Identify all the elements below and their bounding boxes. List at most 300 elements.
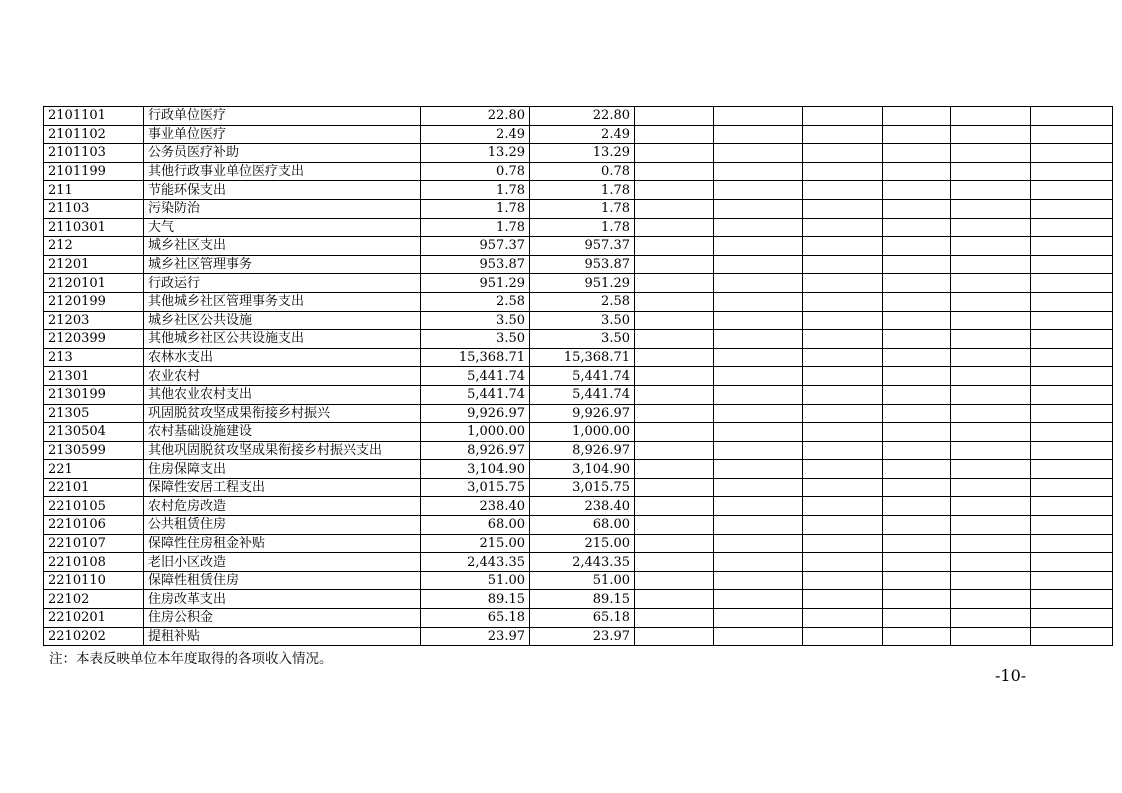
subject-code-cell: 2210108	[44, 553, 144, 572]
empty-cell	[951, 367, 1031, 386]
empty-cell	[635, 516, 714, 535]
empty-cell	[714, 460, 803, 479]
empty-cell	[803, 237, 883, 256]
empty-cell	[1031, 274, 1113, 293]
subject-code-cell: 2210202	[44, 627, 144, 646]
subject-code-cell: 2210106	[44, 516, 144, 535]
subject-name-cell: 住房公积金	[144, 609, 421, 628]
empty-cell	[1031, 292, 1113, 311]
subject-name-cell: 巩固脱贫攻坚成果衔接乡村振兴	[144, 404, 421, 423]
subject-name-cell: 公共租赁住房	[144, 516, 421, 535]
total-cell: 3.50	[421, 311, 530, 330]
empty-cell	[883, 534, 951, 553]
table-row	[44, 144, 1113, 163]
subject-name-cell: 城乡社区支出	[144, 237, 421, 256]
table-row	[44, 367, 1113, 386]
total-cell: 15,368.71	[421, 348, 530, 367]
subject-name-cell: 住房改革支出	[144, 590, 421, 609]
table-row	[44, 441, 1113, 460]
total-cell: 951.29	[421, 274, 530, 293]
budget-table	[43, 106, 1113, 646]
fiscal-allocation-cell: 1.78	[530, 199, 635, 218]
empty-cell	[635, 218, 714, 237]
table-row	[44, 330, 1113, 349]
subject-code-cell: 21305	[44, 404, 144, 423]
fiscal-allocation-cell: 1.78	[530, 181, 635, 200]
empty-cell	[951, 218, 1031, 237]
empty-cell	[803, 571, 883, 590]
empty-cell	[883, 460, 951, 479]
subject-code-cell: 22102	[44, 590, 144, 609]
table-row	[44, 218, 1113, 237]
subject-code-cell: 2101101	[44, 107, 144, 126]
empty-cell	[714, 292, 803, 311]
empty-cell	[1031, 107, 1113, 126]
subject-name-cell: 其他城乡社区管理事务支出	[144, 292, 421, 311]
empty-cell	[883, 571, 951, 590]
fiscal-allocation-cell: 1,000.00	[530, 423, 635, 442]
empty-cell	[1031, 441, 1113, 460]
total-cell: 3.50	[421, 330, 530, 349]
subject-code-cell: 22101	[44, 478, 144, 497]
empty-cell	[803, 311, 883, 330]
empty-cell	[951, 255, 1031, 274]
empty-cell	[714, 534, 803, 553]
empty-cell	[803, 162, 883, 181]
table-row	[44, 348, 1113, 367]
empty-cell	[883, 274, 951, 293]
empty-cell	[803, 274, 883, 293]
empty-cell	[951, 348, 1031, 367]
fiscal-allocation-cell: 2.58	[530, 292, 635, 311]
total-cell: 0.78	[421, 162, 530, 181]
empty-cell	[635, 255, 714, 274]
empty-cell	[1031, 404, 1113, 423]
empty-cell	[714, 311, 803, 330]
empty-cell	[714, 144, 803, 163]
fiscal-allocation-cell: 5,441.74	[530, 367, 635, 386]
subject-name-cell: 其他行政事业单位医疗支出	[144, 162, 421, 181]
total-cell: 5,441.74	[421, 385, 530, 404]
table-row	[44, 292, 1113, 311]
subject-code-cell: 2101102	[44, 125, 144, 144]
subject-name-cell: 节能环保支出	[144, 181, 421, 200]
subject-name-cell: 农业农村	[144, 367, 421, 386]
subject-name-cell: 住房保障支出	[144, 460, 421, 479]
empty-cell	[951, 590, 1031, 609]
table-row	[44, 237, 1113, 256]
empty-cell	[883, 125, 951, 144]
total-cell: 2.58	[421, 292, 530, 311]
total-cell: 2,443.35	[421, 553, 530, 572]
table-body	[44, 107, 1113, 646]
subject-name-cell: 城乡社区管理事务	[144, 255, 421, 274]
empty-cell	[883, 218, 951, 237]
empty-cell	[1031, 478, 1113, 497]
empty-cell	[883, 199, 951, 218]
table-note: 注：本表反映单位本年度取得的各项收入情况。	[49, 651, 333, 667]
empty-cell	[803, 125, 883, 144]
subject-name-cell: 大气	[144, 218, 421, 237]
empty-cell	[714, 571, 803, 590]
empty-cell	[803, 516, 883, 535]
table-row	[44, 534, 1113, 553]
empty-cell	[803, 367, 883, 386]
empty-cell	[883, 497, 951, 516]
empty-cell	[1031, 385, 1113, 404]
empty-cell	[951, 162, 1031, 181]
fiscal-allocation-cell: 22.80	[530, 107, 635, 126]
fiscal-allocation-cell: 23.97	[530, 627, 635, 646]
fiscal-allocation-cell: 8,926.97	[530, 441, 635, 460]
empty-cell	[803, 218, 883, 237]
empty-cell	[635, 144, 714, 163]
table-row	[44, 627, 1113, 646]
empty-cell	[714, 627, 803, 646]
empty-cell	[635, 237, 714, 256]
fiscal-allocation-cell: 215.00	[530, 534, 635, 553]
fiscal-allocation-cell: 68.00	[530, 516, 635, 535]
empty-cell	[883, 367, 951, 386]
fiscal-allocation-cell: 2,443.35	[530, 553, 635, 572]
empty-cell	[803, 534, 883, 553]
subject-name-cell: 公务员医疗补助	[144, 144, 421, 163]
fiscal-allocation-cell: 957.37	[530, 237, 635, 256]
fiscal-allocation-cell: 238.40	[530, 497, 635, 516]
empty-cell	[714, 404, 803, 423]
empty-cell	[951, 385, 1031, 404]
empty-cell	[635, 423, 714, 442]
empty-cell	[883, 441, 951, 460]
table-row	[44, 255, 1113, 274]
total-cell: 1.78	[421, 199, 530, 218]
total-cell: 953.87	[421, 255, 530, 274]
empty-cell	[635, 107, 714, 126]
empty-cell	[635, 571, 714, 590]
empty-cell	[803, 348, 883, 367]
subject-name-cell: 其他农业农村支出	[144, 385, 421, 404]
total-cell: 13.29	[421, 144, 530, 163]
fiscal-allocation-cell: 1.78	[530, 218, 635, 237]
empty-cell	[883, 255, 951, 274]
empty-cell	[883, 311, 951, 330]
subject-name-cell: 城乡社区公共设施	[144, 311, 421, 330]
empty-cell	[1031, 311, 1113, 330]
empty-cell	[803, 292, 883, 311]
empty-cell	[883, 516, 951, 535]
empty-cell	[714, 181, 803, 200]
empty-cell	[714, 348, 803, 367]
subject-code-cell: 213	[44, 348, 144, 367]
total-cell: 89.15	[421, 590, 530, 609]
empty-cell	[1031, 460, 1113, 479]
subject-code-cell: 212	[44, 237, 144, 256]
empty-cell	[951, 627, 1031, 646]
empty-cell	[635, 404, 714, 423]
table-row	[44, 125, 1113, 144]
empty-cell	[635, 385, 714, 404]
empty-cell	[883, 162, 951, 181]
empty-cell	[883, 348, 951, 367]
empty-cell	[803, 330, 883, 349]
empty-cell	[951, 478, 1031, 497]
total-cell: 1.78	[421, 218, 530, 237]
fiscal-allocation-cell: 3,015.75	[530, 478, 635, 497]
empty-cell	[635, 460, 714, 479]
total-cell: 9,926.97	[421, 404, 530, 423]
subject-name-cell: 农村危房改造	[144, 497, 421, 516]
empty-cell	[1031, 423, 1113, 442]
empty-cell	[635, 553, 714, 572]
empty-cell	[951, 553, 1031, 572]
subject-code-cell: 2101199	[44, 162, 144, 181]
subject-code-cell: 2130199	[44, 385, 144, 404]
subject-code-cell: 2101103	[44, 144, 144, 163]
empty-cell	[951, 311, 1031, 330]
empty-cell	[714, 516, 803, 535]
table-row	[44, 385, 1113, 404]
empty-cell	[714, 199, 803, 218]
empty-cell	[1031, 367, 1113, 386]
empty-cell	[635, 534, 714, 553]
fiscal-allocation-cell: 5,441.74	[530, 385, 635, 404]
empty-cell	[635, 497, 714, 516]
empty-cell	[714, 255, 803, 274]
subject-code-cell: 21301	[44, 367, 144, 386]
fiscal-allocation-cell: 2.49	[530, 125, 635, 144]
empty-cell	[883, 107, 951, 126]
fiscal-allocation-cell: 3.50	[530, 330, 635, 349]
empty-cell	[803, 553, 883, 572]
empty-cell	[635, 292, 714, 311]
table-row	[44, 497, 1113, 516]
subject-code-cell: 2110301	[44, 218, 144, 237]
empty-cell	[883, 237, 951, 256]
subject-name-cell: 老旧小区改造	[144, 553, 421, 572]
total-cell: 23.97	[421, 627, 530, 646]
table-row	[44, 516, 1113, 535]
empty-cell	[883, 590, 951, 609]
subject-code-cell: 2120399	[44, 330, 144, 349]
subject-name-cell: 其他城乡社区公共设施支出	[144, 330, 421, 349]
empty-cell	[803, 144, 883, 163]
empty-cell	[951, 199, 1031, 218]
empty-cell	[714, 107, 803, 126]
empty-cell	[803, 181, 883, 200]
empty-cell	[714, 330, 803, 349]
empty-cell	[1031, 534, 1113, 553]
fiscal-allocation-cell: 3.50	[530, 311, 635, 330]
subject-code-cell: 2210110	[44, 571, 144, 590]
total-cell: 238.40	[421, 497, 530, 516]
fiscal-allocation-cell: 51.00	[530, 571, 635, 590]
empty-cell	[951, 125, 1031, 144]
subject-code-cell: 21203	[44, 311, 144, 330]
empty-cell	[951, 181, 1031, 200]
subject-code-cell: 2210201	[44, 609, 144, 628]
empty-cell	[1031, 255, 1113, 274]
empty-cell	[635, 199, 714, 218]
empty-cell	[635, 590, 714, 609]
subject-name-cell: 保障性安居工程支出	[144, 478, 421, 497]
fiscal-allocation-cell: 0.78	[530, 162, 635, 181]
empty-cell	[1031, 627, 1113, 646]
empty-cell	[803, 107, 883, 126]
fiscal-allocation-cell: 13.29	[530, 144, 635, 163]
empty-cell	[1031, 181, 1113, 200]
empty-cell	[951, 423, 1031, 442]
subject-code-cell: 211	[44, 181, 144, 200]
page-number: -10-	[995, 666, 1027, 685]
empty-cell	[635, 330, 714, 349]
subject-name-cell: 保障性住房租金补贴	[144, 534, 421, 553]
subject-name-cell: 提租补贴	[144, 627, 421, 646]
fiscal-allocation-cell: 89.15	[530, 590, 635, 609]
empty-cell	[635, 478, 714, 497]
empty-cell	[1031, 199, 1113, 218]
empty-cell	[635, 627, 714, 646]
subject-name-cell: 事业单位医疗	[144, 125, 421, 144]
table-row	[44, 311, 1113, 330]
empty-cell	[1031, 162, 1113, 181]
subject-code-cell: 2130504	[44, 423, 144, 442]
empty-cell	[1031, 571, 1113, 590]
subject-name-cell: 农村基础设施建设	[144, 423, 421, 442]
empty-cell	[803, 478, 883, 497]
total-cell: 3,104.90	[421, 460, 530, 479]
empty-cell	[1031, 330, 1113, 349]
total-cell: 8,926.97	[421, 441, 530, 460]
table-row	[44, 404, 1113, 423]
table-row	[44, 423, 1113, 442]
empty-cell	[1031, 144, 1113, 163]
empty-cell	[803, 199, 883, 218]
empty-cell	[883, 292, 951, 311]
empty-cell	[714, 367, 803, 386]
empty-cell	[714, 125, 803, 144]
table-row	[44, 590, 1113, 609]
empty-cell	[951, 441, 1031, 460]
empty-cell	[951, 497, 1031, 516]
empty-cell	[951, 460, 1031, 479]
empty-cell	[714, 385, 803, 404]
empty-cell	[635, 609, 714, 628]
empty-cell	[635, 348, 714, 367]
total-cell: 957.37	[421, 237, 530, 256]
subject-name-cell: 污染防治	[144, 199, 421, 218]
subject-name-cell: 行政单位医疗	[144, 107, 421, 126]
empty-cell	[951, 571, 1031, 590]
table-row	[44, 553, 1113, 572]
empty-cell	[1031, 553, 1113, 572]
fiscal-allocation-cell: 65.18	[530, 609, 635, 628]
empty-cell	[714, 441, 803, 460]
total-cell: 2.49	[421, 125, 530, 144]
subject-name-cell: 行政运行	[144, 274, 421, 293]
empty-cell	[803, 255, 883, 274]
empty-cell	[803, 385, 883, 404]
fiscal-allocation-cell: 953.87	[530, 255, 635, 274]
empty-cell	[883, 478, 951, 497]
empty-cell	[951, 292, 1031, 311]
empty-cell	[714, 274, 803, 293]
total-cell: 1,000.00	[421, 423, 530, 442]
subject-name-cell: 保障性租赁住房	[144, 571, 421, 590]
subject-name-cell: 其他巩固脱贫攻坚成果衔接乡村振兴支出	[144, 441, 421, 460]
table-row	[44, 107, 1113, 126]
empty-cell	[951, 534, 1031, 553]
fiscal-allocation-cell: 15,368.71	[530, 348, 635, 367]
empty-cell	[714, 162, 803, 181]
subject-name-cell: 农林水支出	[144, 348, 421, 367]
table-row	[44, 478, 1113, 497]
empty-cell	[803, 441, 883, 460]
empty-cell	[883, 627, 951, 646]
subject-code-cell: 2120101	[44, 274, 144, 293]
table-row	[44, 460, 1113, 479]
total-cell: 22.80	[421, 107, 530, 126]
empty-cell	[883, 609, 951, 628]
empty-cell	[714, 590, 803, 609]
total-cell: 65.18	[421, 609, 530, 628]
subject-code-cell: 21103	[44, 199, 144, 218]
subject-code-cell: 2120199	[44, 292, 144, 311]
empty-cell	[1031, 590, 1113, 609]
empty-cell	[635, 274, 714, 293]
total-cell: 3,015.75	[421, 478, 530, 497]
empty-cell	[883, 553, 951, 572]
subject-code-cell: 2210107	[44, 534, 144, 553]
empty-cell	[1031, 125, 1113, 144]
empty-cell	[635, 367, 714, 386]
empty-cell	[714, 218, 803, 237]
empty-cell	[803, 497, 883, 516]
empty-cell	[951, 107, 1031, 126]
total-cell: 68.00	[421, 516, 530, 535]
empty-cell	[803, 627, 883, 646]
empty-cell	[635, 181, 714, 200]
empty-cell	[635, 162, 714, 181]
fiscal-allocation-cell: 951.29	[530, 274, 635, 293]
table-row	[44, 571, 1113, 590]
empty-cell	[951, 609, 1031, 628]
empty-cell	[714, 553, 803, 572]
empty-cell	[803, 460, 883, 479]
table-row	[44, 199, 1113, 218]
empty-cell	[714, 609, 803, 628]
empty-cell	[803, 590, 883, 609]
subject-code-cell: 221	[44, 460, 144, 479]
subject-code-cell: 2210105	[44, 497, 144, 516]
empty-cell	[803, 404, 883, 423]
empty-cell	[714, 423, 803, 442]
table-row	[44, 162, 1113, 181]
empty-cell	[883, 144, 951, 163]
fiscal-allocation-cell: 3,104.90	[530, 460, 635, 479]
empty-cell	[1031, 348, 1113, 367]
empty-cell	[714, 478, 803, 497]
total-cell: 5,441.74	[421, 367, 530, 386]
empty-cell	[635, 311, 714, 330]
empty-cell	[1031, 218, 1113, 237]
empty-cell	[883, 423, 951, 442]
empty-cell	[951, 237, 1031, 256]
empty-cell	[951, 144, 1031, 163]
table-row	[44, 274, 1113, 293]
empty-cell	[1031, 516, 1113, 535]
empty-cell	[883, 404, 951, 423]
empty-cell	[951, 516, 1031, 535]
